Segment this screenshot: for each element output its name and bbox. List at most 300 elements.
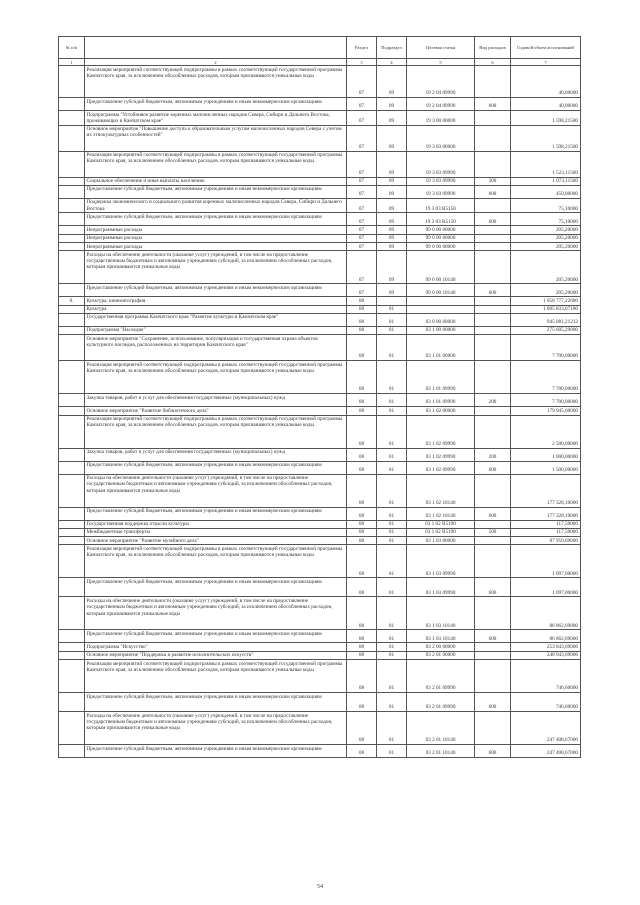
row-subsection: 01 bbox=[377, 394, 407, 407]
row-subsection: 01 bbox=[377, 643, 407, 651]
row-subsection: 09 bbox=[377, 251, 407, 284]
header-podrazdel: Подраздел bbox=[377, 37, 407, 59]
column-number: 7 bbox=[511, 59, 581, 66]
row-number bbox=[59, 305, 85, 313]
row-subsection: 01 bbox=[377, 448, 407, 461]
row-section: 08 bbox=[347, 407, 377, 415]
table-row bbox=[59, 66, 581, 98]
table-row bbox=[59, 520, 581, 528]
row-target-article: 03 1 03 00000 bbox=[407, 537, 475, 545]
row-expense-type bbox=[475, 712, 511, 745]
row-section: 08 bbox=[347, 326, 377, 334]
table-row bbox=[59, 326, 581, 334]
row-name: Непрограммные расходы bbox=[85, 234, 347, 242]
row-amount: 1 500,00000 bbox=[511, 461, 581, 474]
row-expense-type: 600 bbox=[475, 98, 511, 111]
row-subsection: 09 bbox=[377, 226, 407, 234]
row-target-article: 03 1 02 10140 bbox=[407, 507, 475, 520]
row-target-article: 03 2 01 09990 bbox=[407, 660, 475, 693]
row-subsection: 01 bbox=[377, 693, 407, 712]
table-row bbox=[59, 98, 581, 111]
row-section: 08 bbox=[347, 537, 377, 545]
table-row bbox=[59, 415, 581, 448]
row-target-article: 03 2 01 09990 bbox=[407, 693, 475, 712]
row-number bbox=[59, 545, 85, 578]
row-number bbox=[59, 507, 85, 520]
row-name: Реализация мероприятий соответствующей подпрограммы в рамках соответствующей государственной программы Камчатского края, за исключением обособленных расходов, которым присваиваются уникальные коды bbox=[85, 151, 347, 177]
row-number bbox=[59, 528, 85, 536]
row-expense-type: 300 bbox=[475, 177, 511, 185]
row-number bbox=[59, 125, 85, 151]
header-target-article: Целевая статья bbox=[407, 37, 475, 59]
row-number bbox=[59, 660, 85, 693]
table-row bbox=[59, 177, 581, 185]
row-amount: 247 408,67000 bbox=[511, 712, 581, 745]
row-expense-type bbox=[475, 545, 511, 578]
row-target-article: 03 1 02 09990 bbox=[407, 415, 475, 448]
row-amount: 7 700,00000 bbox=[511, 394, 581, 407]
row-target-article: 99 0 00 10140 bbox=[407, 251, 475, 284]
row-name: Предоставление субсидий бюджетным, автономным учреждениям и иным некоммерческим организациям bbox=[85, 185, 347, 198]
table-row bbox=[59, 461, 581, 474]
row-target-article: 19 2 04 09990 bbox=[407, 66, 475, 98]
row-amount: 248 943,69006 bbox=[511, 651, 581, 659]
row-name: Поддержка экономического и социального развития коренных малочисленных народов Севера, Сибири и Дальнего Востока bbox=[85, 198, 347, 213]
row-target-article: 03 1 03 09990 bbox=[407, 545, 475, 578]
table-row bbox=[59, 528, 581, 536]
row-expense-type: 200 bbox=[475, 394, 511, 407]
row-subsection: 09 bbox=[377, 234, 407, 242]
row-expense-type bbox=[475, 151, 511, 177]
row-section: 08 bbox=[347, 745, 377, 758]
row-name: Предоставление субсидий бюджетным, автономным учреждениям и иным некоммерческим организациям bbox=[85, 745, 347, 758]
row-expense-type bbox=[475, 111, 511, 126]
row-amount: 450,00000 bbox=[511, 185, 581, 198]
row-target-article: 03 1 02 R5190 bbox=[407, 520, 475, 528]
row-name: Основное мероприятие "Развитие библиотечного дела" bbox=[85, 407, 347, 415]
row-section: 07 bbox=[347, 198, 377, 213]
row-number bbox=[59, 693, 85, 712]
row-name: Реализация мероприятий соответствующей подпрограммы в рамках соответствующей государственной программы Камчатского края, за исключением обособленных расходов, которым присваиваются уникальные коды bbox=[85, 361, 347, 394]
row-expense-type: 600 bbox=[475, 630, 511, 643]
row-subsection: 01 bbox=[377, 597, 407, 630]
budget-table bbox=[58, 36, 581, 758]
header-expense-type: Вид расходов bbox=[475, 37, 511, 59]
row-subsection bbox=[377, 297, 407, 305]
row-name: Государственная поддержка отрасли культуры bbox=[85, 520, 347, 528]
table-row bbox=[59, 213, 581, 226]
row-section: 08 bbox=[347, 660, 377, 693]
row-expense-type: 600 bbox=[475, 284, 511, 297]
row-expense-type bbox=[475, 335, 511, 361]
row-expense-type bbox=[475, 326, 511, 334]
row-target-article: 03 1 02 09990 bbox=[407, 448, 475, 461]
row-target-article: 19 3 03 09990 bbox=[407, 151, 475, 177]
table-row bbox=[59, 537, 581, 545]
row-expense-type bbox=[475, 251, 511, 284]
row-name: Предоставление субсидий бюджетным, автономным учреждениям и иным некоммерческим организациям bbox=[85, 578, 347, 597]
row-section: 08 bbox=[347, 335, 377, 361]
row-section: 07 bbox=[347, 251, 377, 284]
row-target-article: 03 1 02 R5190 bbox=[407, 528, 475, 536]
row-name: Расходы на обеспечение деятельности (оказание услуг) учреждений, в том числе на предоставление государственным бюджетным и автономным учреждениям субсидий, за исключением обособленных расходов, которым присваиваются уникальные коды bbox=[85, 474, 347, 507]
row-target-article: 03 1 03 10140 bbox=[407, 630, 475, 643]
row-target-article: 99 0 00 00000 bbox=[407, 234, 475, 242]
row-subsection: 01 bbox=[377, 415, 407, 448]
row-subsection: 01 bbox=[377, 474, 407, 507]
row-section: 07 bbox=[347, 151, 377, 177]
row-name: Предоставление субсидий бюджетным, автономным учреждениям и иным некоммерческим организациям bbox=[85, 98, 347, 111]
row-section: 08 bbox=[347, 305, 377, 313]
row-subsection: 01 bbox=[377, 651, 407, 659]
table-row bbox=[59, 643, 581, 651]
row-name: Культура bbox=[85, 305, 347, 313]
row-number bbox=[59, 361, 85, 394]
row-expense-type: 600 bbox=[475, 213, 511, 226]
row-subsection: 01 bbox=[377, 326, 407, 334]
row-target-article: 03 1 02 10140 bbox=[407, 474, 475, 507]
row-subsection: 09 bbox=[377, 125, 407, 151]
row-amount: 275 605,29000 bbox=[511, 326, 581, 334]
column-number: 3 bbox=[347, 59, 377, 66]
row-target-article: 19 3 03 09990 bbox=[407, 185, 475, 198]
row-number bbox=[59, 597, 85, 630]
row-target-article: 03 1 01 00000 bbox=[407, 335, 475, 361]
row-amount: 1 598,21500 bbox=[511, 111, 581, 126]
row-section: 08 bbox=[347, 394, 377, 407]
row-number bbox=[59, 630, 85, 643]
row-subsection: 01 bbox=[377, 313, 407, 326]
row-amount: 2 500,00000 bbox=[511, 415, 581, 448]
row-amount: 1 598,21500 bbox=[511, 125, 581, 151]
row-number bbox=[59, 284, 85, 297]
row-amount: 1 005 833,07180 bbox=[511, 305, 581, 313]
row-name: Социальное обеспечение и иные выплаты населению bbox=[85, 177, 347, 185]
row-subsection: 01 bbox=[377, 507, 407, 520]
row-expense-type: 600 bbox=[475, 578, 511, 597]
row-target-article: 99 0 00 10140 bbox=[407, 284, 475, 297]
row-number bbox=[59, 578, 85, 597]
row-expense-type bbox=[475, 66, 511, 98]
row-amount: 205,20000 bbox=[511, 243, 581, 251]
row-name: Расходы на обеспечение деятельности (оказание услуг) учреждений, в том числе на предоставление государственным бюджетным и автономным учреждениям субсидий, за исключением обособленных расходов, которым присваиваются уникальные коды bbox=[85, 597, 347, 630]
row-target-article: 03 1 02 00000 bbox=[407, 407, 475, 415]
row-amount: 87 959,69000 bbox=[511, 537, 581, 545]
column-number: 5 bbox=[407, 59, 475, 66]
row-target-article bbox=[407, 305, 475, 313]
row-subsection: 09 bbox=[377, 98, 407, 111]
row-subsection: 01 bbox=[377, 361, 407, 394]
row-name: Предоставление субсидий бюджетным, автономным учреждениям и иным некоммерческим организациям bbox=[85, 693, 347, 712]
row-expense-type bbox=[475, 226, 511, 234]
row-number bbox=[59, 243, 85, 251]
row-amount: 205,20000 bbox=[511, 251, 581, 284]
row-subsection: 01 bbox=[377, 660, 407, 693]
row-section: 08 bbox=[347, 474, 377, 507]
row-section: 08 bbox=[347, 528, 377, 536]
row-amount: 247 408,67000 bbox=[511, 745, 581, 758]
row-target-article: 03 2 00 00000 bbox=[407, 643, 475, 651]
row-number bbox=[59, 537, 85, 545]
row-number bbox=[59, 415, 85, 448]
row-number bbox=[59, 326, 85, 334]
row-name: Предоставление субсидий бюджетным, автономным учреждениям и иным некоммерческим организациям bbox=[85, 461, 347, 474]
row-subsection: 01 bbox=[377, 537, 407, 545]
table-row bbox=[59, 448, 581, 461]
row-amount: 117,50000 bbox=[511, 520, 581, 528]
row-name: Закупка товаров, работ и услуг для обеспечения государственных (муниципальных) нужд bbox=[85, 448, 347, 461]
row-subsection: 01 bbox=[377, 305, 407, 313]
row-name: Закупка товаров, работ и услуг для обеспечения государственных (муниципальных) нужд bbox=[85, 394, 347, 407]
row-subsection: 01 bbox=[377, 545, 407, 578]
row-number bbox=[59, 461, 85, 474]
row-number bbox=[59, 151, 85, 177]
row-expense-type bbox=[475, 198, 511, 213]
row-number bbox=[59, 651, 85, 659]
table-row bbox=[59, 234, 581, 242]
row-name: Расходы на обеспечение деятельности (оказание услуг) учреждений, в том числе на предоставление государственным бюджетным и автономным учреждениям субсидий, за исключением обособленных расходов, которым присваиваются уникальные коды bbox=[85, 712, 347, 745]
budget-document bbox=[58, 36, 580, 758]
row-name: Подпрограмма "Искусство" bbox=[85, 643, 347, 651]
table-row bbox=[59, 305, 581, 313]
row-subsection: 09 bbox=[377, 243, 407, 251]
row-number bbox=[59, 745, 85, 758]
row-name: Реализация мероприятий соответствующей подпрограммы в рамках соответствующей государственной программы Камчатского края, за исключением обособленных расходов, которым присваиваются уникальные коды bbox=[85, 415, 347, 448]
table-row bbox=[59, 474, 581, 507]
table-row bbox=[59, 111, 581, 126]
row-section: 08 bbox=[347, 520, 377, 528]
row-name: Подпрограмма "Устойчивое развитие коренных малочисленных народов Севера, Сибири и Дальнего Востока, проживающих в Камчатском крае" bbox=[85, 111, 347, 126]
row-section: 07 bbox=[347, 213, 377, 226]
row-expense-type: 600 bbox=[475, 693, 511, 712]
row-expense-type bbox=[475, 125, 511, 151]
table-row bbox=[59, 660, 581, 693]
row-section: 08 bbox=[347, 545, 377, 578]
row-name: Культура, кинематография bbox=[85, 297, 347, 305]
row-subsection: 01 bbox=[377, 461, 407, 474]
row-number: 8. bbox=[59, 297, 85, 305]
table-row bbox=[59, 407, 581, 415]
row-number bbox=[59, 712, 85, 745]
row-amount: 40,00000 bbox=[511, 98, 581, 111]
table-row bbox=[59, 630, 581, 643]
row-name: Основное мероприятие "Сохранение, использование, популяризация и государственная охрана объектов культурного наследия, расположенных на территории Камчатского края" bbox=[85, 335, 347, 361]
row-amount: 75,10000 bbox=[511, 198, 581, 213]
row-target-article: 19 3 03 09990 bbox=[407, 177, 475, 185]
row-amount: 746,60000 bbox=[511, 693, 581, 712]
row-number bbox=[59, 226, 85, 234]
row-subsection: 01 bbox=[377, 520, 407, 528]
row-target-article: 03 1 01 09990 bbox=[407, 361, 475, 394]
row-amount: 1 000,00000 bbox=[511, 448, 581, 461]
row-number bbox=[59, 111, 85, 126]
row-expense-type: 600 bbox=[475, 745, 511, 758]
row-subsection: 01 bbox=[377, 712, 407, 745]
row-section: 07 bbox=[347, 234, 377, 242]
table-row bbox=[59, 651, 581, 659]
table-row bbox=[59, 361, 581, 394]
row-section: 08 bbox=[347, 712, 377, 745]
row-expense-type bbox=[475, 643, 511, 651]
row-expense-type bbox=[475, 520, 511, 528]
row-target-article: 99 0 00 00000 bbox=[407, 243, 475, 251]
row-number bbox=[59, 394, 85, 407]
header-no: № п/п bbox=[59, 37, 85, 59]
header-annual-amount: Годовой объем ассигнований bbox=[511, 37, 581, 59]
row-amount: 1 058 777,22680 bbox=[511, 297, 581, 305]
row-amount: 179 945,60000 bbox=[511, 407, 581, 415]
row-amount: 945 081,21212 bbox=[511, 313, 581, 326]
row-number bbox=[59, 474, 85, 507]
table-row bbox=[59, 545, 581, 578]
table-row bbox=[59, 243, 581, 251]
row-subsection: 01 bbox=[377, 630, 407, 643]
table-row bbox=[59, 693, 581, 712]
row-amount: 40,00000 bbox=[511, 66, 581, 98]
column-number: 4 bbox=[377, 59, 407, 66]
row-target-article: 03 1 00 00000 bbox=[407, 326, 475, 334]
row-expense-type bbox=[475, 597, 511, 630]
row-subsection: 09 bbox=[377, 151, 407, 177]
row-section: 08 bbox=[347, 313, 377, 326]
row-expense-type bbox=[475, 313, 511, 326]
row-amount: 1 097,00000 bbox=[511, 578, 581, 597]
row-section: 08 bbox=[347, 597, 377, 630]
row-section: 08 bbox=[347, 693, 377, 712]
row-target-article: 03 1 03 09990 bbox=[407, 578, 475, 597]
row-name: Межбюджетные трансферты bbox=[85, 528, 347, 536]
table-row bbox=[59, 297, 581, 305]
table-row bbox=[59, 597, 581, 630]
row-target-article: 19 3 03 00000 bbox=[407, 125, 475, 151]
row-section: 07 bbox=[347, 177, 377, 185]
row-section: 07 bbox=[347, 111, 377, 126]
table-row bbox=[59, 745, 581, 758]
row-number bbox=[59, 520, 85, 528]
row-subsection: 09 bbox=[377, 198, 407, 213]
row-name: Реализация мероприятий соответствующей подпрограммы в рамках соответствующей государственной программы Камчатского края, за исключением обособленных расходов, которым присваиваются уникальные коды bbox=[85, 66, 347, 98]
row-subsection: 09 bbox=[377, 66, 407, 98]
row-subsection: 09 bbox=[377, 185, 407, 198]
row-amount: 205,20000 bbox=[511, 226, 581, 234]
row-expense-type bbox=[475, 415, 511, 448]
row-amount: 205,20000 bbox=[511, 284, 581, 297]
header-name bbox=[85, 37, 347, 59]
row-subsection: 09 bbox=[377, 284, 407, 297]
row-subsection: 01 bbox=[377, 578, 407, 597]
row-name: Расходы на обеспечение деятельности (оказание услуг) учреждений, в том числе на предоставление государственным бюджетным и автономным учреждениям субсидий, за исключением обособленных расходов, которым присваиваются уникальные коды bbox=[85, 251, 347, 284]
row-expense-type bbox=[475, 651, 511, 659]
row-name: Реализация мероприятий соответствующей подпрограммы в рамках соответствующей государственной программы Камчатского края, за исключением обособленных расходов, которым присваиваются уникальные коды bbox=[85, 545, 347, 578]
row-section: 08 bbox=[347, 507, 377, 520]
row-name: Предоставление субсидий бюджетным, автономным учреждениям и иным некоммерческим организациям bbox=[85, 284, 347, 297]
row-name: Государственная программа Камчатского края "Развитие культуры в Камчатском крае" bbox=[85, 313, 347, 326]
table-row bbox=[59, 284, 581, 297]
row-subsection: 01 bbox=[377, 745, 407, 758]
row-target-article: 03 1 01 09990 bbox=[407, 394, 475, 407]
row-number bbox=[59, 177, 85, 185]
row-amount: 177 328,10000 bbox=[511, 474, 581, 507]
row-amount: 86 862,69000 bbox=[511, 630, 581, 643]
row-target-article: 19 3 03 R5150 bbox=[407, 198, 475, 213]
table-row bbox=[59, 578, 581, 597]
row-subsection: 01 bbox=[377, 407, 407, 415]
row-target-article bbox=[407, 297, 475, 305]
row-subsection: 01 bbox=[377, 335, 407, 361]
row-number bbox=[59, 213, 85, 226]
column-number: 2 bbox=[85, 59, 347, 66]
row-name: Основное мероприятие "Развитие музейного дела" bbox=[85, 537, 347, 545]
row-target-article: 19 2 04 09990 bbox=[407, 98, 475, 111]
row-expense-type: 600 bbox=[475, 507, 511, 520]
table-header-row bbox=[59, 37, 581, 59]
row-expense-type bbox=[475, 243, 511, 251]
table-row bbox=[59, 125, 581, 151]
column-number-row bbox=[59, 59, 581, 66]
row-expense-type bbox=[475, 234, 511, 242]
row-amount: 75,10000 bbox=[511, 213, 581, 226]
row-target-article: 19 3 00 00000 bbox=[407, 111, 475, 126]
table-row bbox=[59, 251, 581, 284]
row-section: 07 bbox=[347, 66, 377, 98]
row-number bbox=[59, 407, 85, 415]
row-expense-type bbox=[475, 361, 511, 394]
row-expense-type: 600 bbox=[475, 185, 511, 198]
row-expense-type: 200 bbox=[475, 448, 511, 461]
row-target-article: 03 1 03 10140 bbox=[407, 597, 475, 630]
row-amount: 1 523,11500 bbox=[511, 151, 581, 177]
row-subsection: 01 bbox=[377, 528, 407, 536]
row-section: 08 bbox=[347, 415, 377, 448]
row-subsection: 09 bbox=[377, 111, 407, 126]
row-name: Непрограммные расходы bbox=[85, 226, 347, 234]
row-expense-type bbox=[475, 660, 511, 693]
row-name: Непрограммные расходы bbox=[85, 243, 347, 251]
row-expense-type bbox=[475, 305, 511, 313]
row-subsection: 09 bbox=[377, 177, 407, 185]
table-row bbox=[59, 335, 581, 361]
row-subsection: 09 bbox=[377, 213, 407, 226]
row-target-article: 03 2 01 10140 bbox=[407, 712, 475, 745]
row-name: Реализация мероприятий соответствующей подпрограммы в рамках соответствующей государственной программы Камчатского края, за исключением обособленных расходов, которым присваиваются уникальные коды bbox=[85, 660, 347, 693]
row-name: Предоставление субсидий бюджетным, автономным учреждениям и иным некоммерческим организациям bbox=[85, 630, 347, 643]
row-expense-type bbox=[475, 297, 511, 305]
row-expense-type bbox=[475, 474, 511, 507]
row-section: 08 bbox=[347, 643, 377, 651]
row-section: 07 bbox=[347, 185, 377, 198]
table-row bbox=[59, 226, 581, 234]
row-number bbox=[59, 313, 85, 326]
row-number bbox=[59, 335, 85, 361]
row-target-article: 03 0 00 00000 bbox=[407, 313, 475, 326]
row-name: Подпрограмма "Наследие" bbox=[85, 326, 347, 334]
row-number bbox=[59, 234, 85, 242]
row-section: 07 bbox=[347, 226, 377, 234]
row-section: 08 bbox=[347, 361, 377, 394]
row-amount: 205,20000 bbox=[511, 234, 581, 242]
row-target-article: 03 2 01 00000 bbox=[407, 651, 475, 659]
column-number: 6 bbox=[475, 59, 511, 66]
row-target-article: 19 3 03 R5150 bbox=[407, 213, 475, 226]
row-amount: 746,60000 bbox=[511, 660, 581, 693]
row-amount: 117,50000 bbox=[511, 528, 581, 536]
row-amount: 1 073,11500 bbox=[511, 177, 581, 185]
row-section: 08 bbox=[347, 448, 377, 461]
row-amount: 86 862,69000 bbox=[511, 597, 581, 630]
table-row bbox=[59, 151, 581, 177]
row-number bbox=[59, 66, 85, 98]
row-number bbox=[59, 185, 85, 198]
